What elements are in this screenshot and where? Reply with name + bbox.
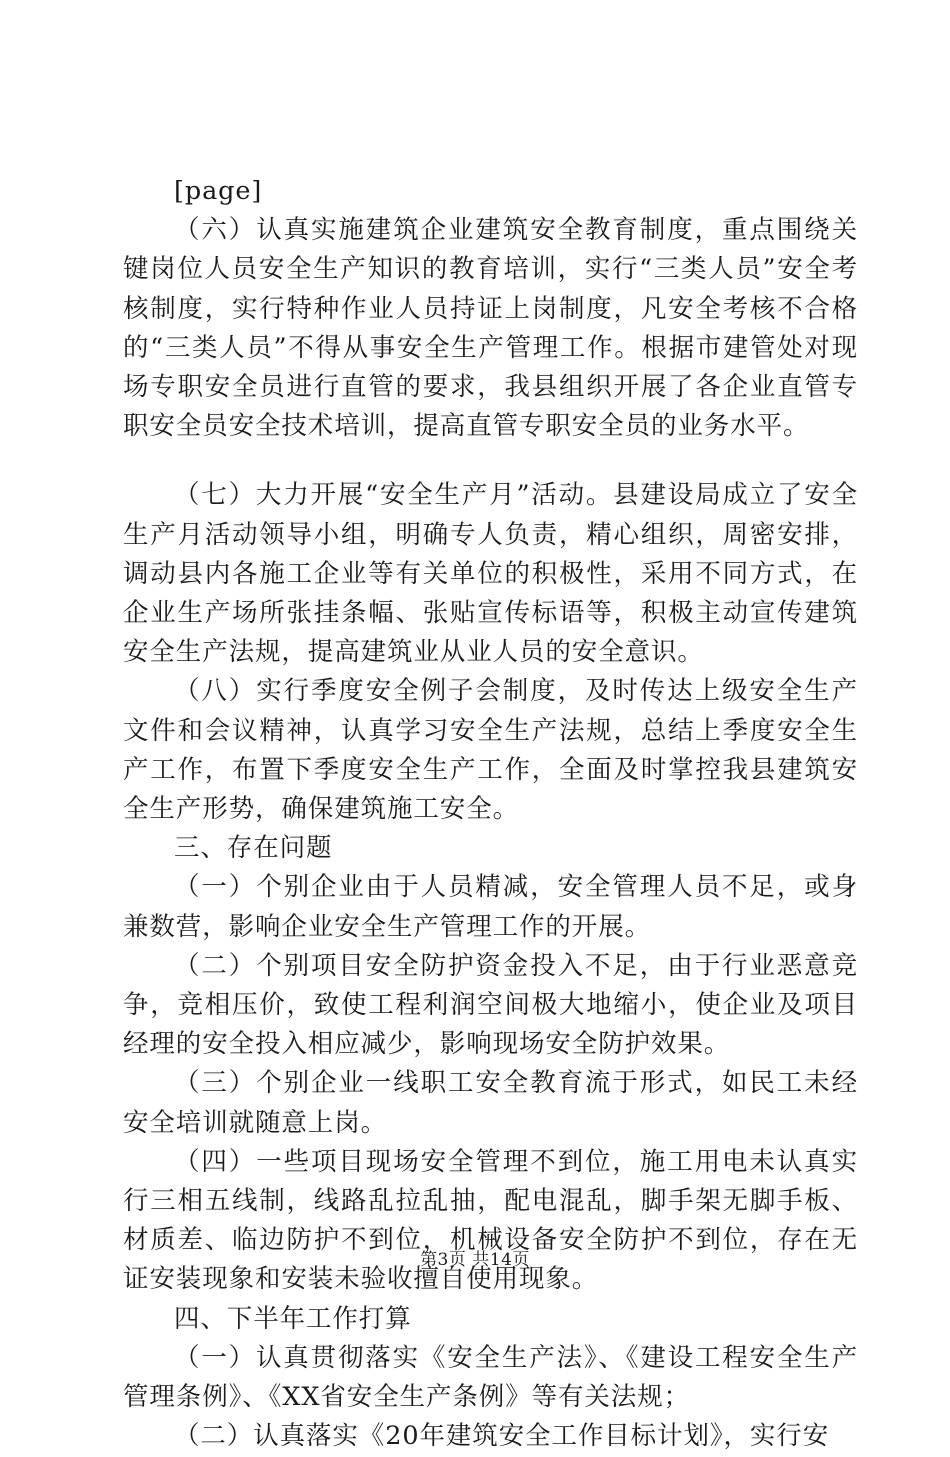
paragraph-item-7: （七）大力开展“安全生产月”活动。县建设局成立了安全生产月活动领导小组，明确专人负责，精心组织，周密安排，调动县内各施工企业等有关单位的积极性，采用不同方式，在企业生产场所张挂条幅、张贴宣传标语等，积极主动宣传建筑安全生产法规，提高建筑业从业人员的安全意识。: [123, 480, 858, 668]
plan-item-1: （一）认真贯彻落实《安全生产法》、《建设工程安全生产管理条例》、《XX省安全生产条例》等有关法规；: [123, 1342, 858, 1413]
paragraph-item-6: （六）认真实施建筑企业建筑安全教育制度，重点围绕关键岗位人员安全生产知识的教育培训，实行“三类人员”安全考核制度，实行特种作业人员持证上岗制度，凡安全考核不合格的“三类人员”不得从事安全生产管理工作。根据市建管处对现场专职安全员进行直管的要求，我县组织开展了各企业直管专职安全员安全技术培训，提高直管专职安全员的业务水平。: [123, 215, 858, 442]
plan-item-2: （二）认真落实《20年建筑安全工作目标计划》，实行安: [174, 1421, 830, 1452]
problem-item-3: （三）个别企业一线职工安全教育流于形式，如民工未经安全培训就随意上岗。: [123, 1068, 858, 1138]
paragraph-item-8: （八）实行季度安全例子会制度，及时传达上级安全生产文件和会议精神，认真学习安全生产法规，总结上季度安全生产工作，布置下季度安全生产工作，全面及时掌控我县建筑安全生产形势，确保建筑施工安全。: [123, 676, 858, 825]
problem-item-4: （四）一些项目现场安全管理不到位，施工用电未认真实行三相五线制，线路乱拉乱抽，配电混乱，脚手架无脚手板、材质差、临边防护不到位，机械设备安全防护不到位，存在无证安装现象和安装未验收擅自使用现象。: [123, 1146, 858, 1295]
page-footer: 第3页 共14页: [420, 1250, 530, 1270]
problem-item-2: （二）个别项目安全防护资金投入不足，由于行业恶意竞争，竞相压价，致使工程利润空间极大地缩小，使企业及项目经理的安全投入相应减少，影响现场安全防护效果。: [123, 950, 858, 1060]
problem-item-1: （一）个别企业由于人员精减，安全管理人员不足，或身兼数营，影响企业安全生产管理工作的开展。: [123, 872, 858, 942]
section-heading-plans: 四、下半年工作打算: [174, 1303, 412, 1334]
page-marker: [page]: [174, 176, 263, 206]
section-heading-problems: 三、存在问题: [174, 833, 333, 864]
